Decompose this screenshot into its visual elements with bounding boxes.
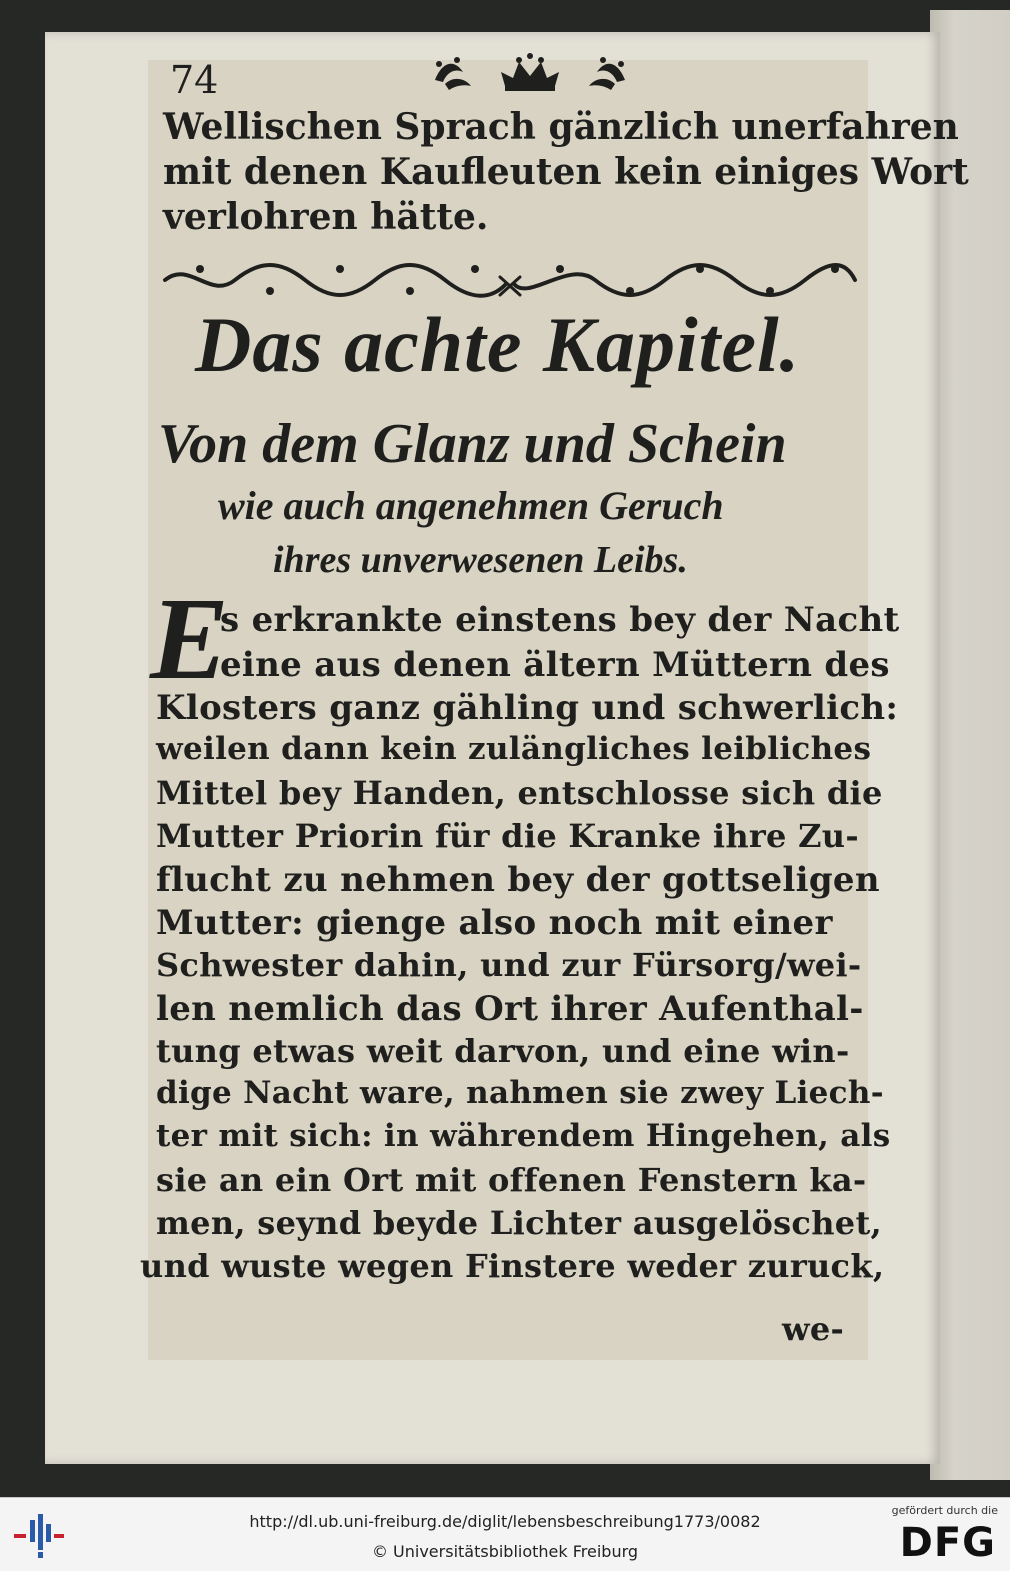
chapter-subtitle-line-2: wie auch angenehmen Geruch [218,483,724,528]
chapter-subtitle-line-3: ihres unverwesenen Leibs. [273,539,688,581]
body-line: Mutter: gienge also noch mit einer [156,903,833,943]
crown-ornament-icon [425,50,635,92]
body-line: ter mit sich: in währendem Hingehen, als [156,1118,891,1154]
page-number: 74 [170,58,219,102]
chapter-subtitle-line-1: Von dem Glanz und Schein [158,413,787,475]
body-line: Klosters ganz gähling und schwerlich: [156,688,899,728]
body-line: dige Nacht ware, nahmen sie zwey Liech- [156,1075,884,1111]
body-line: len nemlich das Ort ihrer Aufenthal- [156,989,864,1029]
body-line: flucht zu nehmen bey der gottseligen [156,860,880,900]
viewer-footer [0,1497,1010,1571]
body-line: Mutter Priorin für die Kranke ihre Zu- [156,817,859,855]
vine-ornament-icon [160,255,860,305]
runon-text [163,105,969,240]
copyright-notice: © Universitätsbibliothek Freiburg [371,1542,639,1561]
dfg-logo[interactable]: DFG [899,1520,996,1566]
drop-cap: E [150,573,229,704]
body-line: weilen dann kein zulängliches leibliches [156,731,872,767]
runon-line: Wellischen Sprach gänzlich unerfahren [163,106,959,148]
body-line: Mittel bey Handen, entschlosse sich die [156,774,883,812]
body-line: eine aus denen ältern Müttern des [220,645,890,685]
permalink-url[interactable]: http://dl.ub.uni-freiburg.de/diglit/lebensbeschreibung1773/0082 [249,1512,761,1531]
funded-by-label: gefördert durch die [891,1504,998,1517]
body-line: men, seynd beyde Lichter ausgelöschet, [156,1204,882,1242]
body-line: sie an ein Ort mit offenen Fenstern ka- [156,1161,867,1199]
body-line: Schwester dahin, und zur Fürsorg/wei- [156,946,862,984]
runon-line: mit denen Kaufleuten kein einiges Wort [163,151,969,193]
body-line: und wuste wegen Finstere weder zuruck, [140,1247,885,1285]
body-line: tung etwas weit darvon, und eine win- [156,1032,850,1070]
chapter-title: Das achte Kapitel. [195,301,801,388]
catchword: we- [782,1310,845,1348]
runon-line: verlohren hätte. [163,196,489,238]
body-line: s erkrankte einstens bey der Nacht [220,600,900,640]
